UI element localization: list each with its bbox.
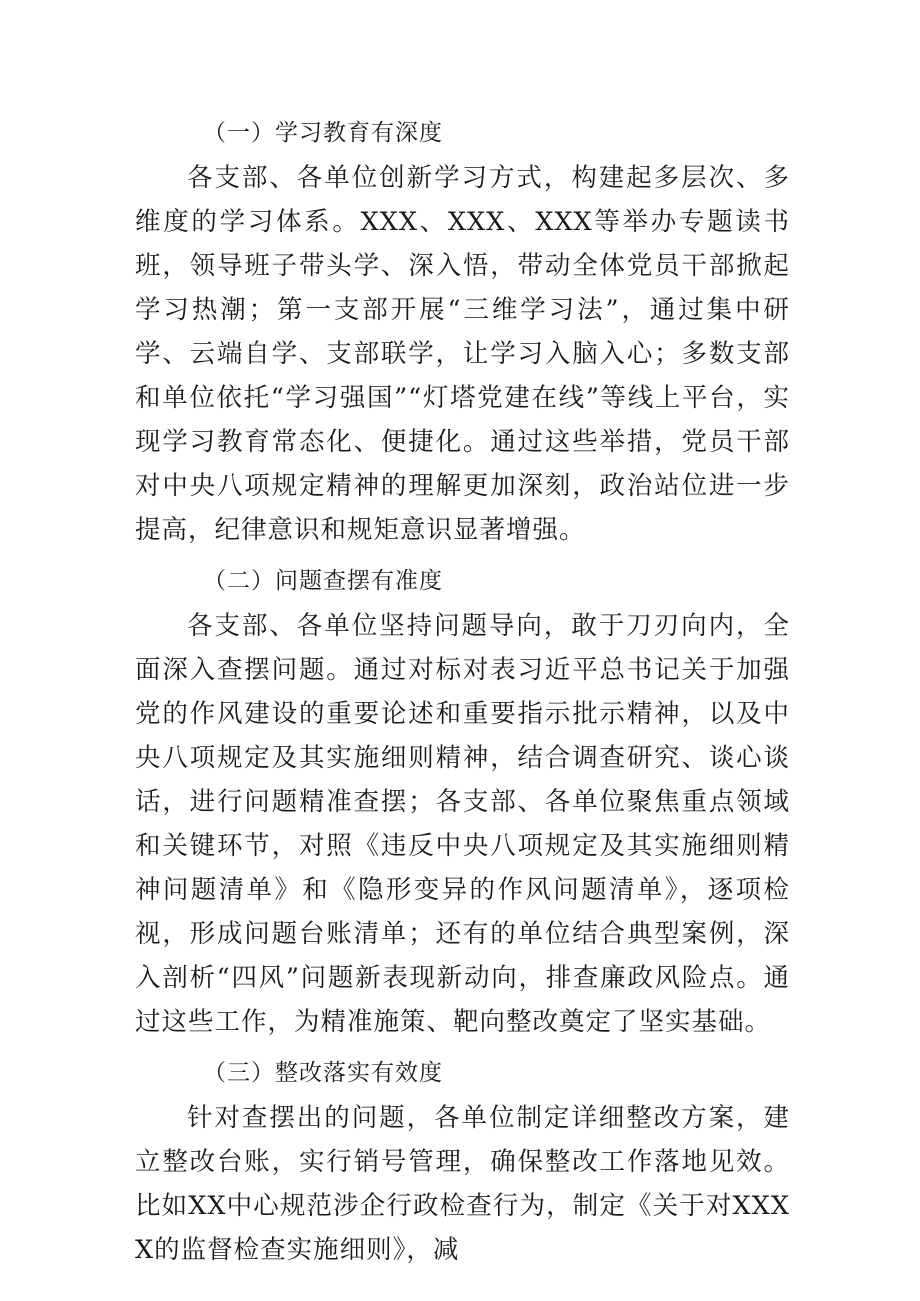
section-heading: （一）学习教育有深度 bbox=[203, 120, 443, 146]
document-body bbox=[135, 112, 790, 1272]
section-paragraph: 各支部、各单位坚持问题导向，敢于刀刃向内，全面深入查摆问题。通过对标对表习近平总书记关于加强党的作风建设的重要论述和重要指示批示精神，以及中央八项规定及其实施细则精神，结合调查研究、谈心谈话，进行问题精准查摆；各支部、各单位聚焦重点领域和关键环节，对照《违反中央八项规定及其实施细则精神问题清单》和《隐形变异的作风问题清单》，逐项检视，形成问题台账清单；还有的单位结合典型案例，深入剖析“四风”问题新表现新动向，排查廉政风险点。通过这些工作，为精准施策、靶向整改奠定了坚实基础。 bbox=[135, 611, 790, 1037]
section-paragraph: 针对查摆出的问题，各单位制定详细整改方案，建立整改台账，实行销号管理，确保整改工作落地见效。比如XX中心规范涉企行政检查行为，制定《关于对XXXX的监督检查实施细则》，减 bbox=[135, 1103, 790, 1265]
section-heading: （三）整改落实有效度 bbox=[203, 1060, 443, 1086]
section-paragraph: 各支部、各单位创新学习方式，构建起多层次、多维度的学习体系。XXX、XXX、XXX等举办专题读书班，领导班子带头学、深入悟，带动全体党员干部掀起学习热潮；第一支部开展“三维学习法”，通过集中研学、云端自学、支部联学，让学习入脑入心；多数支部和单位依托“学习强国”“灯塔党建在线”等线上平台，实现学习教育常态化、便捷化。通过这些举措，党员干部对中央八项规定精神的理解更加深刻，政治站位进一步提高，纪律意识和规矩意识显著增强。 bbox=[135, 163, 790, 545]
section-learning-education bbox=[135, 112, 790, 552]
section-rectification bbox=[135, 1052, 790, 1272]
section-heading: （二）问题查摆有准度 bbox=[203, 568, 443, 594]
section-problem-checking bbox=[135, 560, 790, 1044]
